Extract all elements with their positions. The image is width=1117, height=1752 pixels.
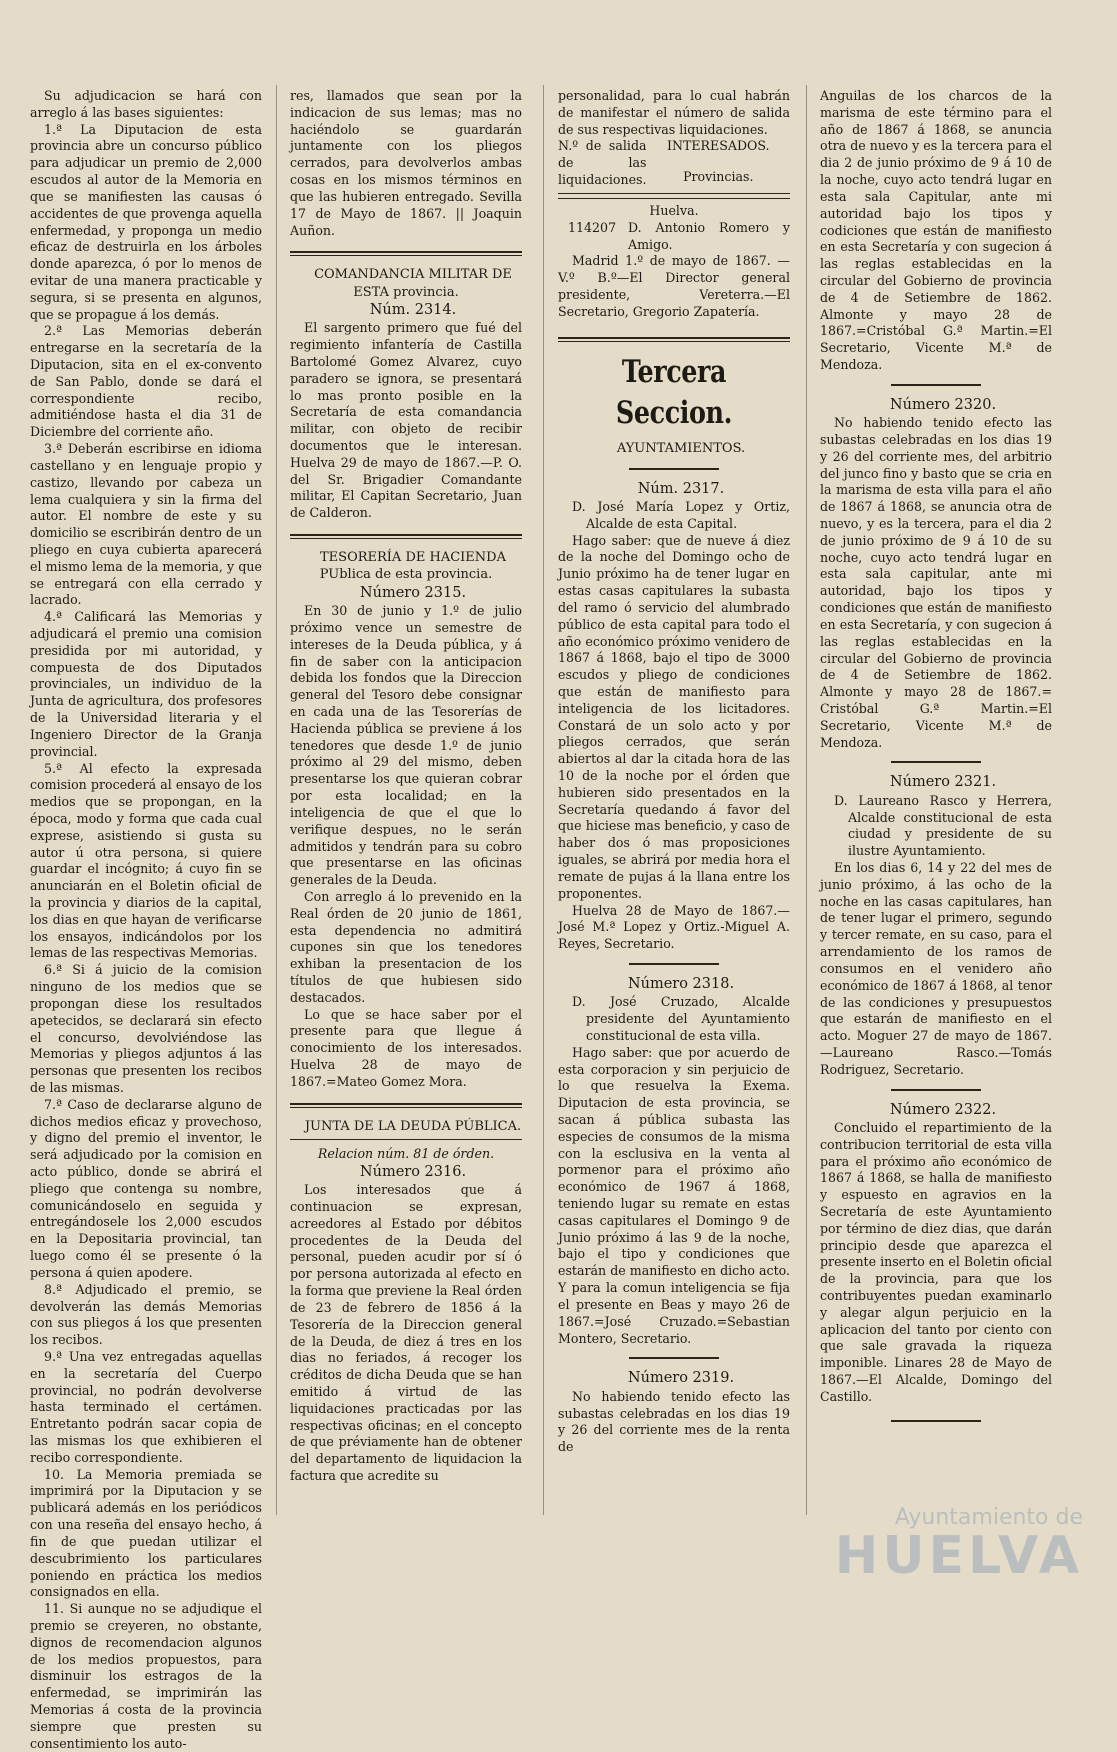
notice-body: Hago saber: que por acuerdo de esta corporacion y sin perjuicio de lo que resuelva la Exema. Diputacion de esta provincia, se sacan á pública subasta las especies de consumos de la misma con la esclusiva en la venta al pormenor para el próximo año económico de 1967 á 1868, teniendo lugar su remate en estas casas capitulares el Domingo 9 de Junio próximo á las 9 de la noche, bajo el tipo y condiciones que estarán de manifiesto en dicho acto. Y para la comun inteligencia se fija el presente en Beas y mayo 26 de 1867.=José Cruzado.=Sebastian Montero, Secretario.: [558, 1044, 790, 1346]
rule: [891, 1089, 981, 1091]
section-subtitle: AYUNTAMIENTOS.: [616, 441, 746, 457]
continuation: Anguilas de los charcos de la marisma de este término para el año de 1867 á 1868, se anuncia otra de nuevo y es la tercera para el dia 2 de junio próximo de 9 á 10 de la noche, cuyo acto tendrá lugar en esta sala Capitular, ante mi autoridad bajo los tipos y codiciones que están de manifiesto en esta Secretaría y con sugecion á las reglas establecidas en la circular del Gobierno de provincia de 4 de Setiembre de 1862. Almonte y mayo 28 de 1867.=Cristóbal G.ª Martin.=El Secretario, Vicente M.ª de Mendoza.: [820, 88, 1052, 372]
continuation: personalidad, para lo cual habrán de manifestar el número de salida de sus respectivas liquidaciones.: [558, 88, 790, 137]
rule: [558, 198, 790, 199]
column-divider: [543, 85, 544, 1515]
rule: [891, 1420, 981, 1422]
notice-heading: D. Laureano Rasco y Herrera, Alcalde constitucional de esta ciudad y presidente de su ilustre Ayuntamiento.: [834, 792, 1052, 859]
rule: [290, 1139, 522, 1140]
rule: [891, 384, 981, 386]
section-rule: [290, 251, 522, 256]
archive-watermark: [783, 1505, 1083, 1586]
notice-signature: Madrid 1.º de mayo de 1867. —V.º B.º—El Director general presidente, Vereterra.—El Secretario, Gregorio Zapatería.: [558, 253, 790, 319]
watermark-line-2: HUELVA: [834, 1526, 1083, 1586]
base-1: 1.ª La Diputacion de esta provincia abre un concurso público para adjudicar un premio de 2,000 escudos al autor de la Memoria en que se manifiesten las causas ó accidentes de que provenga aquella enfermedad, y proponga un medio eficaz de destruirla en los árboles donde aparezca, ó por lo menos de evitar de una manera practicable y segura, si se presenta en algunos, que se propague á los demás.: [30, 121, 262, 322]
rule: [629, 468, 719, 470]
section-heading: JUNTA DE LA DEUDA PÚBLICA.: [304, 1118, 522, 1134]
table-group: Huelva.: [649, 202, 699, 218]
base-5: 5.ª Al efecto la expresada comision procederá al ensayo de los medios que se propongan, en la época, modo y forma que cada cual exprese, asistiendo si gusta su autor ú otra persona, si quiere guardar el incógnito; á cuyo fin se anunciarán en el Boletin oficial de la provincia y diarios de la capital, los dias en que hayan de verificarse los ensayos, indicándolos por los lemas de las respectivas Memorias.: [30, 760, 262, 961]
cell-exit-number: 114207: [568, 219, 617, 235]
base-7: 7.ª Caso de declararse alguno de dichos medios eficaz y provechoso, y digno del premio el inventor, le será adjudicado por la comision en acto público, donde se abrirá el pliego que contenga su nombre, comunicándoselo en seguida y entregándosele los 2,000 escudos en la Depositaria provincial, tan luego como él se presente ó la persona á quien apodere.: [30, 1096, 262, 1280]
notice-number: Número 2316.: [359, 1163, 467, 1180]
notice-number: Número 2315.: [359, 584, 467, 601]
cell-name: D. Antonio Romero y Amigo.: [628, 219, 790, 252]
notice-heading: D. José María Lopez y Ortiz, Alcalde de esta Capital.: [572, 499, 790, 531]
base-9: 9.ª Una vez entregadas aquellas en la secretaría del Cuerpo provincial, no podrán devolverse hasta terminado el certámen. Entretanto podrán sacar copia de las mismas los que exhibieren el recibo correspondiente.: [30, 1348, 262, 1465]
notice-body: En los dias 6, 14 y 22 del mes de junio próximo, á las ocho de la noche en las casas capitulares, han de tener lugar el primero, segundo y tercer remate, en su caso, para el arrendamiento de los ramos de consumos en el venidero año económico de 1867 á 1868, al tenor de las condiciones y presupuestos que estarán de manifiesto en el acto. Moguer 27 de mayo de 1867. —Laureano Rasco.—Tomás Rodriguez, Secretario.: [820, 860, 1052, 1077]
notice-body: No habiendo tenido efecto las subastas celebradas en los dias 19 y 26 del corriente mes, del arbitrio del junco fino y basto que se cria en la marisma de esta villa para el año de 1867 á 1868, se anuncia otra de nuevo, y es la tercera, para el dia 2 de junio próximo de 9 á 10 de su noche, cuyo acto tendrá lugar en esta sala capitular, ante mi autoridad, bajo los tipos y condiciones que están de manifiesto en esta Secretaría, y con sugecion á las reglas establecidas en la circular del Gobierno de provincia de 4 de Setiembre de 1862. Almonte y mayo 28 de 1867.= Cristóbal G.ª Martin.=El Secretario, Vicente M.ª de Mendoza.: [820, 415, 1052, 750]
rule: [558, 193, 790, 194]
notice-body: Lo que se hace saber por el presente para que llegue á conocimiento de los interesados. Huelva 28 de mayo de 1867.=Mateo Gomez Mora.: [290, 1006, 522, 1089]
header-interested-label: INTERESADOS.: [666, 138, 770, 154]
column-divider: [276, 85, 277, 1515]
column-4: [820, 88, 1052, 1432]
section-heading: TESORERÍA DE HACIENDA PUblica de esta provincia.: [319, 550, 506, 583]
column-divider: [806, 85, 807, 1515]
base-8: 8.ª Adjudicado el premio, se devolverán las demás Memorias con sus pliegos á los que presenten los recibos.: [30, 1281, 262, 1348]
header-provinces: Provincias.: [683, 169, 754, 185]
rule: [629, 1357, 719, 1359]
section-title: Tercera Seccion.: [615, 353, 733, 431]
base-11: 11. Si aunque no se adjudique el premio se creyeren, no obstante, dignos de recomendacion algunos de los medios propuestos, para disminuir los estragos de la enfermedad, se imprimirán las Memorias á costa de la provincia siempre que presten su consentimiento los auto-: [30, 1601, 262, 1751]
notice-number: Número 2318.: [627, 975, 735, 992]
notice-heading: D. José Cruzado, Alcalde presidente del Ayuntamiento constitucional de esta villa.: [572, 994, 790, 1043]
notice-body: Hago saber: que de nueve á diez de la noche del Domingo ocho de Junio próximo ha de tener lugar en estas casas capitulares la subasta del ramo ó servicio del alumbrado público de esta capital para todo el año económico próximo venidero de 1867 á 1868, bajo el tipo de 3000 escudos y pliego de condiciones que están de manifiesto para inteligencia de los licitadores. Constará de un solo acto y por pliegos cerrados, que serán abiertos al dar la citada hora de las 10 de la noche por el órden que hubieren sido presentados en la Secretaría quedando á favor del que hiciese mas beneficio, y caso de haber dos ó mas proposiciones iguales, se abrirá por media hora el remate de pujas á la llana entre los proponentes.: [558, 532, 790, 901]
notice-number: Número 2321.: [889, 774, 997, 791]
column-2: [290, 88, 522, 1485]
notice-number: Núm. 2314.: [369, 302, 457, 318]
header-interested: [647, 138, 790, 188]
notice-number: Número 2319.: [627, 1370, 735, 1387]
creditors-table-row: [558, 220, 790, 254]
table-row: [558, 220, 790, 254]
rule: [891, 761, 981, 763]
column-1: [30, 88, 262, 1752]
rule: [629, 963, 719, 965]
notice-body: Concluido el repartimiento de la contribucion territorial de esta villa para el próximo año económico de 1867 á 1868, se halla de manifiesto y espuesto en agravios en la Secretaría de este Ayuntamiento por término de diez dias, que darán principio desde que aparezca el presente inserto en el Boletin oficial de la provincia, para que los contribuyentes puedan examinarlo y alegar algun perjuicio en la aplicacion del tanto por ciento con que sale gravada la riqueza imponible. Linares 28 de Mayo de 1867.—El Alcalde, Domingo del Castillo.: [820, 1119, 1052, 1404]
watermark-line-1: Ayuntamiento de: [894, 1505, 1083, 1530]
base-6: 6.ª Si á juicio de la comision ninguno de los medios que se propongan diese los resultados apetecidos, se declarará sin efecto el concurso, devolviéndose las Memorias y pliegos adjuntos á las personas que presenten los recibos de las mismas.: [30, 962, 262, 1095]
paragraph: Su adjudicacion se hará con arreglo á las bases siguientes:: [30, 88, 262, 120]
base-2: 2.ª Las Memorias deberán entregarse en la secretaría de la Diputacion, sita en el ex-convento de San Pablo, donde se dará el correspondiente recibo, admitiéndose hasta el dia 31 de Diciembre del corriente año.: [30, 323, 262, 440]
base-3: 3.ª Deberán escribirse en idioma castellano y en lenguaje propio y castizo, llevando por cabeza un lema cualquiera y sin la firma del autor. El nombre de este y su domicilio se escribirán dentro de un pliego en cuya cubierta aparecerá el mismo lema de la memoria, y que se entregará con ella cerrado y lacrado.: [30, 441, 262, 608]
relation-subtitle: Relacion núm. 81 de órden.: [317, 1146, 495, 1162]
section-rule: [290, 534, 522, 539]
header-exit-number: N.º de salida de las liquidaciones.: [558, 138, 647, 188]
notice-body: El sargento primero que fué del regimiento infantería de Castilla Bartolomé Gomez Alvarez, cuyo paradero se ignora, se presentará lo mas pronto posible en la Secretaría de esta comandancia militar, con objeto de recibir documentos que le interesan. Huelva 29 de mayo de 1867.—P. O. del Sr. Brigadier Comandante militar, El Capitan Secretario, Juan de Calderon.: [290, 320, 522, 521]
section-heading: COMANDANCIA MILITAR DE ESTA provincia.: [314, 267, 512, 300]
column-3: [558, 88, 790, 1456]
section-rule: [290, 1103, 522, 1108]
notice-body: Con arreglo á lo prevenido en la Real órden de 20 junio de 1861, esta dependencia no admitirá cupones sin que los tenedores exhiban la presentacion de los títulos de que hubiesen sido destacados.: [290, 888, 522, 1005]
notice-number: Núm. 2317.: [637, 480, 725, 497]
notice-number: Número 2322.: [889, 1101, 997, 1118]
notice-number: Número 2320.: [889, 396, 997, 413]
notice-signature: Huelva 28 de Mayo de 1867.— José M.ª Lopez y Ortiz.-Miguel A. Reyes, Secretario.: [558, 902, 790, 952]
creditors-table: [558, 138, 790, 188]
notice-body: No habiendo tenido efecto las subastas celebradas en los dias 19 y 26 del corriente mes de la renta de: [558, 1388, 790, 1455]
base-4: 4.ª Calificará las Memorias y adjudicará el premio una comision presidida por mi autoridad, y compuesta de dos Diputados provinciales, un individuo de la Junta de agricultura, dos profesores de la Universidad literaria y el Ingeniero Director de la Granja provincial.: [30, 609, 262, 759]
base-10: 10. La Memoria premiada se imprimirá por la Diputacion y se publicará además en los periódicos con una reseña del ensayo hecho, á fin de que puedan utilizar el descubrimiento los particulares poniendo en práctica los medios consignados en ella.: [30, 1466, 262, 1600]
notice-body: Los interesados que á continuacion se expresan, acreedores al Estado por débitos procedentes de la Deuda del personal, pueden acudir por sí ó por persona autorizada al efecto en la forma que previene la Real órden de 23 de febrero de 1856 á la Tesorería de la Direccion general de la Deuda, de diez á tres en los dias no feriados, á recoger los créditos de dicha Deuda que se han emitido á virtud de las liquidaciones practicadas por las respectivas oficinas; en el concepto de que préviamente han de obtener del departamento de liquidacion la factura que acredite su: [290, 1182, 522, 1483]
notice-body: En 30 de junio y 1.º de julio próximo vence un semestre de intereses de la Deuda pública, y á fin de saber con la anticipacion debida los fondos que la Direccion general del Tesoro debe consignar en cada una de las Tesorerías de Hacienda pública se previene á los tenedores que desde 1.º de junio próximo al 29 del mismo, deben presentarse los que quieran cobrar por esta localidad; en la inteligencia de que el que lo verifique despues, no le serán admitidos y tendrán para su cobro que presentarse en las oficinas generales de la Deuda.: [290, 603, 522, 888]
section-rule: [558, 337, 790, 342]
continuation: res, llamados que sean por la indicacion de sus lemas; mas no haciéndolo se guardarán juntamente con los pliegos cerrados, para devolverlos ambas cosas en los mismos términos en que las hubieren entregado. Sevilla 17 de Mayo de 1867. || Joaquin Auñon.: [290, 88, 522, 238]
